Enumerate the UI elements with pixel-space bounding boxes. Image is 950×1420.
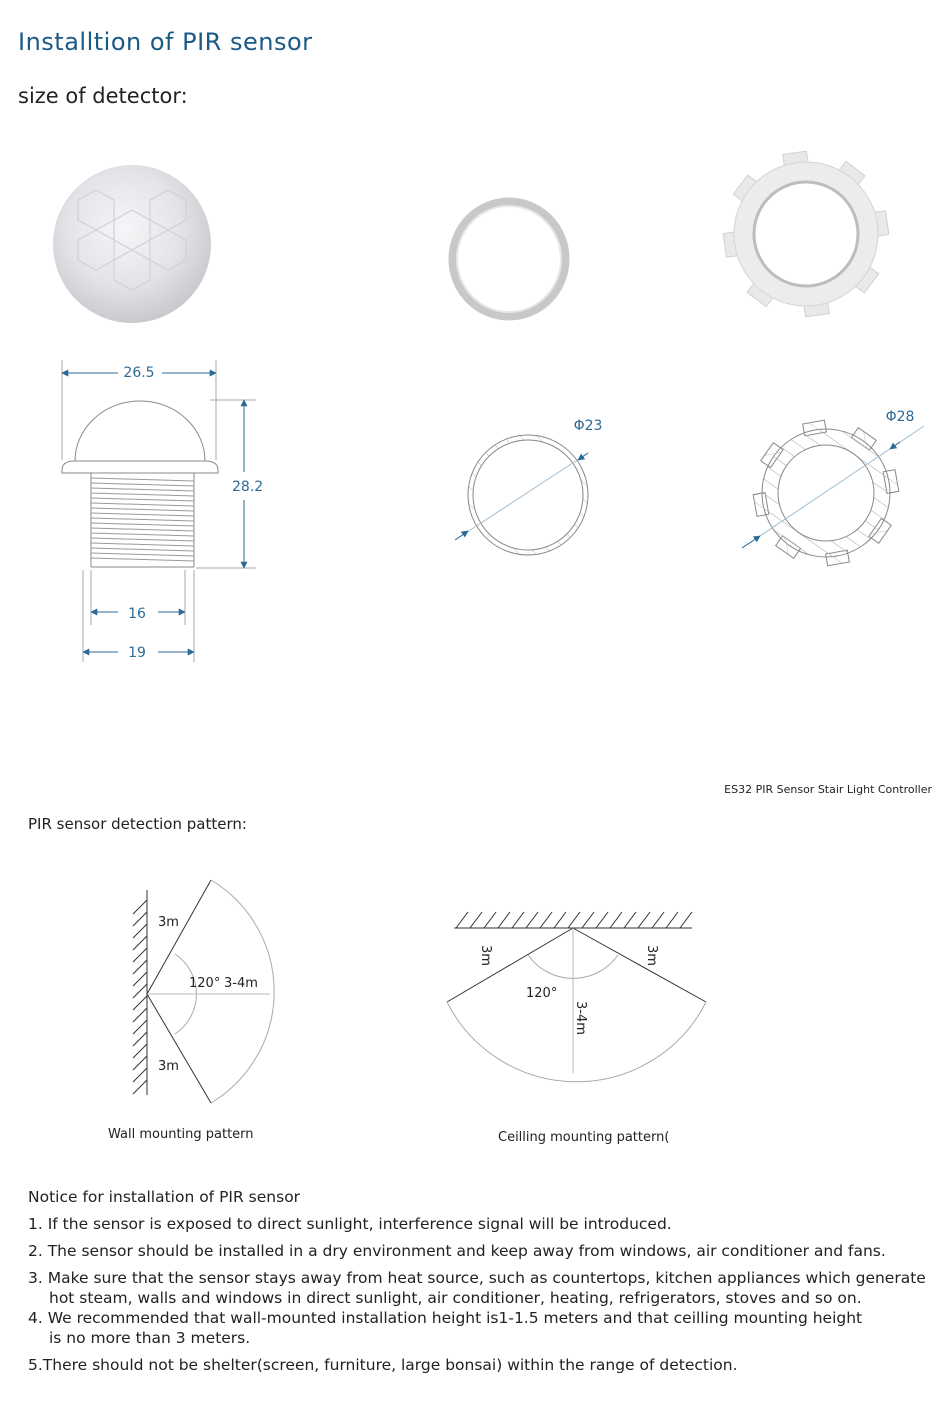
ceiling-pattern-caption: Ceilling mounting pattern(: [498, 1130, 670, 1145]
wall-angle-label: 120°: [189, 976, 221, 991]
notice-item-4-line-1: 4. We recommended that wall-mounted installation height is1-1.5 meters and that ceilling mounting height: [28, 1309, 863, 1327]
ceiling-right-range-label: 3m: [644, 945, 659, 966]
ring-diameter-label: Φ23: [573, 418, 603, 434]
ring-section-drawing: [455, 435, 588, 555]
nut-diameter-label: Φ28: [885, 409, 915, 425]
wall-pattern-diagram: [120, 870, 290, 1115]
wall-bottom-range-label: 3m: [158, 1059, 179, 1074]
mounting-nut-photo: [713, 150, 898, 327]
model-caption: ES32 PIR Sensor Stair Light Controller: [724, 783, 932, 796]
notice-item-5: 5.There should not be shelter(screen, furniture, large bonsai) within the range of detection.: [28, 1356, 738, 1374]
pir-dome-lens-photo: [53, 165, 211, 323]
section-title-pattern: PIR sensor detection pattern:: [28, 815, 247, 833]
notice-item-3-line-2: hot steam, walls and windows in direct sunlight, air conditioner, heating, refrigerators, stoves and so on.: [49, 1289, 862, 1307]
wall-pattern-caption: Wall mounting pattern: [108, 1127, 254, 1142]
dim-width-label: 26.5: [123, 365, 155, 381]
notice-item-4-line-2: is no more than 3 meters.: [49, 1329, 251, 1347]
section-title-size: size of detector:: [18, 84, 188, 108]
ceiling-left-range-label: 3m: [478, 945, 493, 966]
dimension-lines: [62, 373, 244, 652]
ceiling-pattern-diagram: [440, 905, 710, 1085]
sensor-side-drawing: [62, 360, 256, 662]
wall-distance-label: 3-4m: [224, 976, 258, 991]
notice-item-2: 2. The sensor should be installed in a dry environment and keep away from windows, air conditioner and fans.: [28, 1242, 886, 1260]
page-title: Installtion of PIR sensor: [18, 28, 313, 56]
notice-heading: Notice for installation of PIR sensor: [28, 1188, 301, 1206]
notice-item-1: 1. If the sensor is exposed to direct sunlight, interference signal will be introduced.: [28, 1215, 672, 1233]
nut-section-drawing: [743, 410, 910, 577]
wall-top-range-label: 3m: [158, 915, 179, 930]
dim-height-label: 28.2: [232, 479, 264, 495]
notice-section: [28, 1187, 928, 1382]
dimension-drawings: [0, 340, 950, 670]
dim-outer-label: 19: [128, 645, 146, 661]
notice-item-3-line-1: 3. Make sure that the sensor stays away from heat source, such as countertops, kitchen appliances which generate: [28, 1269, 926, 1287]
ceiling-angle-label: 120°: [526, 986, 558, 1001]
ceiling-distance-label: 3-4m: [573, 1001, 588, 1035]
sealing-ring-photo: [453, 202, 565, 316]
product-photos: [0, 150, 950, 340]
dim-inner-label: 16: [128, 606, 146, 622]
